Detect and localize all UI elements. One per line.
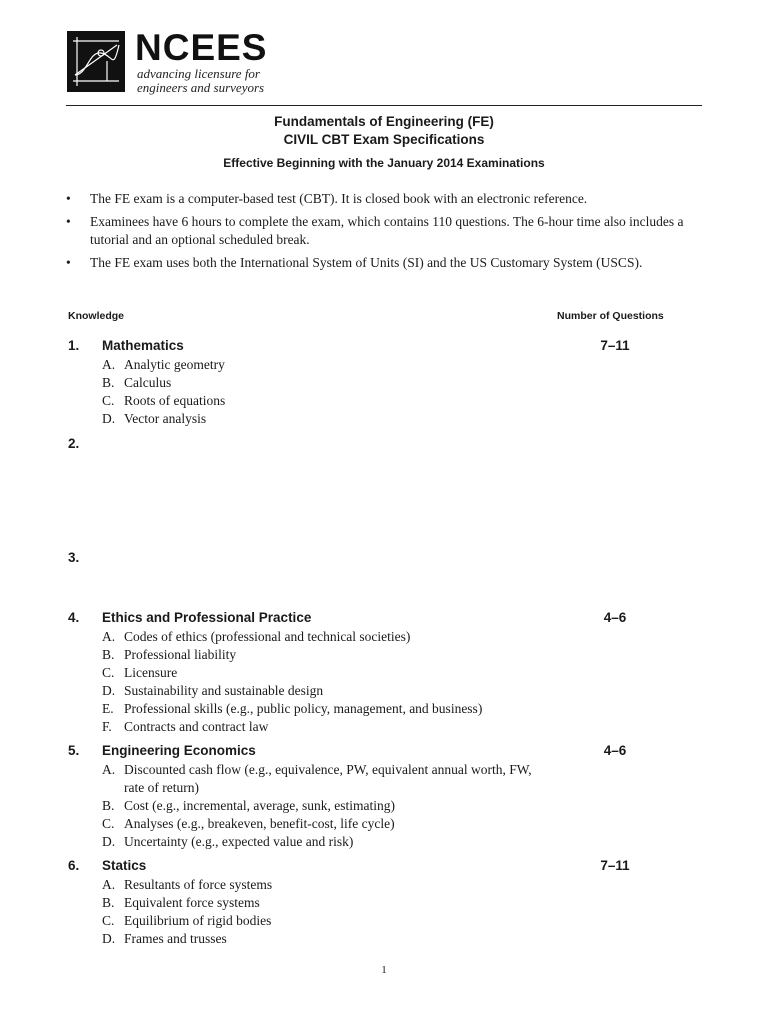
item-letter: D. [102, 931, 116, 946]
item-text: Sustainability and sustainable design [124, 683, 324, 698]
item-letter: F. [102, 719, 112, 734]
item-text: Resultants of force systems [124, 877, 273, 892]
section-title: Engineering Economics [102, 743, 256, 758]
list-item [102, 718, 572, 736]
header-divider [66, 105, 702, 106]
list-item [102, 833, 542, 851]
list-item [102, 682, 572, 700]
list-item [102, 374, 572, 392]
item-text: Equilibrium of rigid bodies [124, 913, 272, 928]
item-letter: A. [102, 629, 116, 644]
logo-tagline [137, 67, 297, 95]
section-count: 7–11 [600, 338, 630, 353]
bullet-text: The FE exam is a computer-based test (CBT). It is closed book with an electronic reference. [90, 191, 588, 206]
section-items [102, 761, 542, 851]
section-items [102, 628, 572, 736]
section-title: Ethics and Professional Practice [102, 610, 312, 625]
section-items [102, 356, 572, 428]
section-count: 4–6 [603, 610, 627, 625]
item-letter: C. [102, 913, 115, 928]
item-text: Professional liability [124, 647, 237, 662]
item-letter: C. [102, 665, 115, 680]
item-letter: B. [102, 647, 115, 662]
item-text: Cost (e.g., incremental, average, sunk, estimating) [124, 798, 396, 813]
section-number: 6. [68, 858, 80, 873]
number-of-questions-header: Number of Questions [557, 310, 664, 322]
list-item [102, 664, 572, 682]
list-item [102, 797, 542, 815]
item-letter: B. [102, 895, 115, 910]
list-item [102, 894, 572, 912]
logo-mark-icon [67, 31, 125, 92]
intro-bullets [66, 190, 706, 277]
bullet-item: • The FE exam is a computer-based test (CBT). It is closed book with an electronic reference. [66, 191, 588, 206]
section-number: 4. [68, 610, 80, 625]
item-letter: C. [102, 393, 115, 408]
list-item [102, 628, 572, 646]
ncees-logo [67, 27, 287, 95]
section-number: 2. [68, 436, 80, 451]
item-letter: A. [102, 877, 116, 892]
list-item [102, 761, 542, 797]
item-letter: D. [102, 683, 116, 698]
doc-title: Fundamentals of Engineering (FE) [274, 114, 494, 129]
item-letter: D. [102, 411, 116, 426]
list-item [102, 392, 572, 410]
item-text: Codes of ethics (professional and technical societies) [124, 629, 411, 644]
doc-subtitle: CIVIL CBT Exam Specifications [283, 132, 485, 147]
logo-wordmark: NCEES [135, 27, 268, 68]
item-letter: B. [102, 798, 115, 813]
item-letter: B. [102, 375, 115, 390]
bullet-item: • The FE exam uses both the International System of Units (SI) and the US Customary System (USCS). [66, 255, 643, 270]
page-number: 1 [381, 964, 387, 976]
knowledge-header: Knowledge [68, 310, 125, 322]
section-title: Mathematics [102, 338, 184, 353]
item-letter: C. [102, 816, 115, 831]
section-number: 3. [68, 550, 80, 565]
section-title: Statics [102, 858, 147, 873]
item-letter: E. [102, 701, 114, 716]
tagline-line-2: engineers and surveyors [137, 80, 265, 95]
list-item [102, 700, 572, 718]
list-item [102, 815, 542, 833]
list-item [102, 646, 572, 664]
section-number: 1. [68, 338, 80, 353]
item-text: Analytic geometry [124, 357, 225, 372]
bullet-text: Examinees have 6 hours to complete the exam, which contains 110 questions. The 6-hour time also includes a tutorial and an optional scheduled break. [90, 214, 684, 247]
item-text: Equivalent force systems [124, 895, 260, 910]
list-item [102, 876, 572, 894]
item-text: Contracts and contract law [124, 719, 269, 734]
bullet-text: The FE exam uses both the International System of Units (SI) and the US Customary System (USCS). [90, 255, 643, 270]
tagline-line-1: advancing licensure for [137, 66, 260, 81]
item-letter: A. [102, 762, 116, 777]
item-text: Uncertainty (e.g., expected value and risk) [124, 834, 354, 849]
item-text: Analyses (e.g., breakeven, benefit-cost, life cycle) [124, 816, 395, 831]
section-count: 4–6 [603, 743, 627, 758]
item-text: Vector analysis [124, 411, 207, 426]
item-text: Licensure [124, 665, 178, 680]
section-number: 5. [68, 743, 80, 758]
item-letter: D. [102, 834, 116, 849]
item-text: Calculus [124, 375, 172, 390]
item-text: Frames and trusses [124, 931, 227, 946]
list-item [102, 410, 572, 428]
bullet-item: • Examinees have 6 hours to complete the exam, which contains 110 questions. The 6-hour time also includes a tutorial and an optional scheduled break. [66, 214, 684, 247]
effective-date: Effective Beginning with the January 2014 Examinations [223, 156, 545, 170]
item-text: Discounted cash flow (e.g., equivalence, PW, equivalent annual worth, FW, rate of return) [124, 762, 532, 795]
list-item [102, 356, 572, 374]
list-item [102, 912, 572, 930]
section-items [102, 876, 572, 948]
item-text: Roots of equations [124, 393, 226, 408]
list-item [102, 930, 572, 948]
item-letter: A. [102, 357, 116, 372]
item-text: Professional skills (e.g., public policy, management, and business) [124, 701, 483, 716]
section-count: 7–11 [600, 858, 630, 873]
